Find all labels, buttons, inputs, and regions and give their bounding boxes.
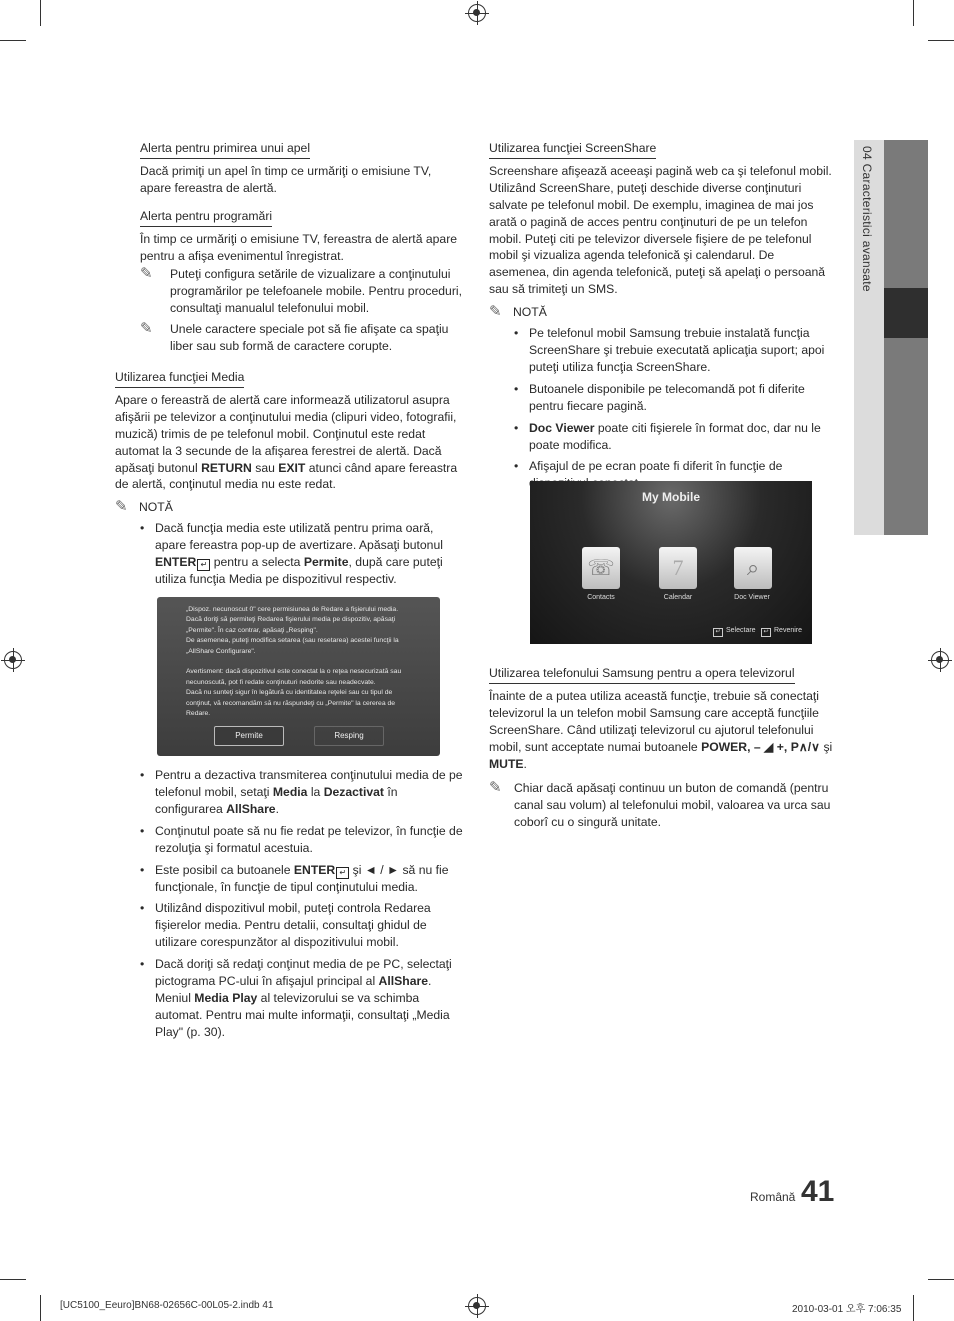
list-item: • Doc Viewer poate citi fişierele în format doc, dar nu le poate modifica. <box>514 420 834 454</box>
alert-popup-screenshot <box>157 597 440 756</box>
list-item: • Dacă funcţia media este utilizată pentru prima oară, apare fereastra pop-up de avertizare. Apăsaţi butonul ENTER ↵ pentru a selecta Permite, după care puteţi utiliza funcţia Media pe dispozitivul respectiv. <box>140 520 465 588</box>
list-item: • Dacă doriţi să redaţi conţinut media de pe PC, selectaţi pictograma PC-ului în afişajul principal al AllShare. Meniul Media Play al televizorului se va schimba automat. Pentru mai multe informaţii, consultaţi „Media Play" (p. 30). <box>140 956 466 1041</box>
list-item: • Butoanele disponibile pe telecomandă pot fi diferite pentru fiecare pagină. <box>514 381 834 415</box>
paragraph: Dacă primiţi un apel în timp ce urmăriţi o emisiune TV, apare fereastra de alertă. <box>140 163 432 195</box>
enter-icon: ↵ <box>336 867 349 879</box>
allow-button[interactable]: Permite <box>214 726 284 746</box>
pencil-note-icon: ✎ <box>115 498 128 516</box>
right-column-screenshare <box>489 140 834 497</box>
popup-text: „Dispoz. necunoscut 0" cere permisiunea de Redare a fişierului media. Dacă doriţi să permiteţi Redarea fişierului media pe dispozitiv, apăsaţi „Permite". În caz contrar, apăsaţi „Resping". De asemenea, puteţi modifica setarea (sau resetarea) acestei funcţii la „AllShare Configurare". Avertisment: dacă dispozitivul este conectat la o reţea nesecurizată sau necunoscută, pot fi redate conţinuturi nedorite sau neadecvate. Dacă nu sunteţi sigur în legătură cu identitatea reţelei sau cu tipul de conţinut, vă recomandăm să nu răspundeţi cu „Permite" la cererea de Redare. <box>186 606 402 718</box>
paragraph: Înainte de a putea utiliza această funcţie, trebuie să conectaţi televizorul la un telefon mobil Samsung care acceptă funcţiile ScreenShare. Când utilizaţi televizorul cu ajutorul telefonului mobil, sunt acceptate numai butoanele POWER, – ◢ +, P∧/∨ şi MUTE. <box>489 688 833 771</box>
side-tab-block <box>884 140 928 288</box>
registration-mark-icon <box>931 651 949 669</box>
list-item: • Este posibil ca butoanele ENTER ↵ şi ◄ / ► să nu fie funcţionale, în funcţie de tipul conţinutului media. <box>140 862 466 896</box>
footer-file-info: [UC5100_Eeuro]BN68-02656C-00L05-2.indb 41 <box>60 1300 274 1311</box>
calendar-icon[interactable]: 7 <box>659 547 697 589</box>
registration-mark-icon <box>468 1297 486 1315</box>
crop-mark <box>40 1295 41 1321</box>
tile-label: Calendar <box>663 594 693 601</box>
footer-timestamp: 2010-03-01 오후 7:06:35 <box>792 1304 902 1315</box>
left-column-bullets <box>140 767 466 1046</box>
note-heading: ✎ NOTĂ <box>489 303 547 321</box>
list-item: • Afişajul de pe ecran poate fi diferit în funcţie de <box>514 458 834 492</box>
heading-screenshare: Utilizarea funcţiei ScreenShare <box>489 140 656 159</box>
heading-remote: Utilizarea telefonului Samsung pentru a opera televizorul <box>489 665 795 684</box>
registration-mark-icon <box>4 651 22 669</box>
note: ✎ Puteţi configura setările de vizualizare a conţinutului programărilor pe telefoanele mobile. Pentru proceduri, consultaţi manualul telefonului mobil. <box>140 265 462 316</box>
note-heading: ✎ NOTĂ <box>115 498 173 516</box>
deny-button[interactable]: Resping <box>314 726 384 746</box>
heading-schedule-alert: Alerta pentru programări <box>140 208 272 227</box>
select-hint: ↵ Selectare <box>713 627 756 637</box>
crop-mark <box>928 40 954 41</box>
crop-mark <box>928 1279 954 1280</box>
list-item: • Pentru a dezactiva transmiterea conţinutului media de pe telefonul mobil, setaţi Media la Dezactivat în configurarea AllShare. <box>140 767 466 818</box>
pencil-note-icon: ✎ <box>140 320 153 338</box>
list-item: • Conţinutul poate să nu fie redat pe televizor, în funcţie de rezoluţia şi formatul acestuia. <box>140 823 466 857</box>
pencil-note-icon: ✎ <box>489 779 502 797</box>
paragraph: Screenshare afişează aceeaşi pagină web ca şi telefonul mobil. Utilizând ScreenShare, puteţi deschide diverse conţinuturi salvate pe telefonul mobil. De exemplu, imaginea de mai jos arată o pagină de acces pentru conţinuturi de pe un telefon mobil. Puteţi citi pe televizor diversele fişiere de pe telefonul mobil şi vizualiza agenda telefonică şi calendarul. De asemenea, din agenda telefonică, puteţi să apelaţi o persoană sau să trimiteţi un SMS. <box>489 163 832 297</box>
crop-mark <box>913 1295 914 1321</box>
my-mobile-title: My Mobile <box>641 490 700 504</box>
right-column-remote <box>489 665 839 831</box>
return-hint: ↩ Revenire <box>761 627 802 637</box>
registration-mark-icon <box>468 4 486 22</box>
side-tab-block <box>884 338 928 535</box>
side-tab-label: 04 Caracteristici avansate <box>860 146 874 292</box>
note: ✎ Unele caractere speciale pot să fie afişate ca spaţiu liber sau sub formă de caractere corupte. <box>140 320 449 354</box>
left-column-top <box>140 140 465 355</box>
page-language: Română <box>750 1190 796 1204</box>
page-number: 41 <box>801 1175 835 1208</box>
heading-media: Utilizarea funcţiei Media <box>115 369 244 388</box>
enter-icon: ↵ <box>197 559 210 571</box>
tile-label: Contacts <box>587 594 615 601</box>
note: ✎ Chiar dacă apăsaţi continuu un buton de comandă (pentru canal sau volum) al telefonului mobil, valoarea va urca sau coborî cu o singură unitate. <box>489 779 831 830</box>
crop-mark <box>0 40 26 41</box>
return-key-icon: ↩ <box>761 628 771 637</box>
pencil-note-icon: ✎ <box>489 303 502 321</box>
doc-viewer-icon[interactable]: ⌕ <box>734 547 772 589</box>
paragraph: Apare o fereastră de alertă care informează utilizatorul asupra afişării pe televizor a conţinutului media (clipuri video, fotografii, muzică) trimis de pe telefonul mobil. Conţinutul este redat automat la 3 secunde de la afişarea ferestrei de alertă. Dacă apăsaţi butonul RETURN sau EXIT atunci când apare fereastra de alertă, conţinutul media nu este redat. <box>115 392 458 492</box>
contacts-icon[interactable]: ☏ <box>582 547 620 589</box>
enter-key-icon: ↵ <box>713 628 723 637</box>
my-mobile-screenshot <box>530 481 812 644</box>
paragraph: În timp ce urmăriţi o emisiune TV, fereastra de alertă apare pentru a afişa evenimentul înregistrat. <box>140 231 458 263</box>
list-item: • Utilizând dispozitivul mobil, puteţi controla Redarea fişierelor media. Pentru detalii, consultaţi ghidul de utilizare corespunzător al dispozitivului mobil. <box>140 900 466 951</box>
heading-call-alert: Alerta pentru primirea unui apel <box>140 140 310 159</box>
pencil-note-icon: ✎ <box>140 265 153 283</box>
tile-label: Doc Viewer <box>734 594 770 601</box>
crop-mark <box>0 1279 26 1280</box>
crop-mark <box>40 0 41 26</box>
left-column-media <box>115 369 465 593</box>
crop-mark <box>913 0 914 26</box>
list-item: • Pe telefonul mobil Samsung trebuie instalată funcţia ScreenShare şi trebuie executată aplicaţia suport; apoi puteţi utiliza funcţia ScreenShare. <box>514 325 834 376</box>
side-tab-marker <box>884 288 928 338</box>
